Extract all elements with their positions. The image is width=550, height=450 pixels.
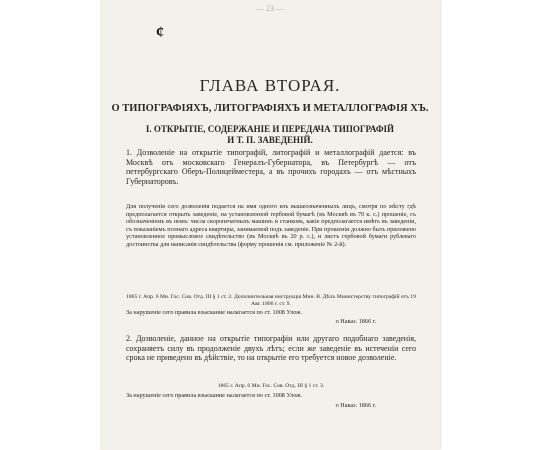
penalty-2: За нарушеніе сего правила взыскание налагается по ст. 1008 Улож. xyxy=(126,392,302,399)
penalty-2-reference: о Наказ. 1866 г. xyxy=(335,402,376,409)
chapter-title: ГЛАВА ВТОРАЯ. xyxy=(199,76,341,95)
paragraph-1: 1. Дозволеніе на открытіе типографій, литографій и металлографій дается: въ Москвѣ отъ московскаго Генералъ-Губернатора, въ Петербургѣ — отъ петербургскаго Оберъ-Полицейместера, а въ прочихъ городахъ — отъ мѣстныхъ Губернаторовъ. xyxy=(126,148,416,186)
note-1: Для полученія сего дозволенія подается на имя одного изъ вышеозначенныхъ лицъ, смотря по мѣсту гдѣ предполагается открыть заведеніе, на установленной гербовой бумагѣ (въ Москвѣ въ 70 к. с.) прошеніе, съ обозначеніемъ въ немъ: числа скоропечатныхъ машинъ и станковъ, какіе предполагается имѣть въ заведеніи, съ показаніемъ полнаго адреса квартиры, занимаемой подъ заведеніе. При прошеніи должно быть приложено установленное промысловое свидѣтельство (въ Москвѣ въ 20 р. с.), и листъ гербовой бумаги рублеваго достоинства для написанія свидѣтельства (форму прошенія см. приложеніе № 2-й). xyxy=(126,203,416,248)
penalty-1-reference: о Наказ. 1866 г. xyxy=(335,318,376,325)
penalty-1: За нарушеніе сего правила взыскание налагается по ст. 1008 Улож. xyxy=(126,309,302,316)
reference-2: 1865 г. Апр. 6 Мн. Гос. Сов. Отд. III § 1 ст. 3. xyxy=(217,383,325,389)
page-number: — 23 — xyxy=(256,4,284,13)
section-heading-line-2: И Т. П. ЗАВЕДЕНІЙ. xyxy=(227,135,313,145)
book-page xyxy=(100,0,440,450)
section-heading xyxy=(100,124,440,146)
margin-mark: ¢ xyxy=(156,24,164,41)
section-heading-line-1: I. ОТКРЫТІЕ, СОДЕРЖАНІЕ И ПЕРЕДАЧА ТИПОГРАФІЙ xyxy=(145,124,395,134)
paragraph-2: 2. Дозволеніе, данное на открытіе типографіи или другаго подобнаго заведенія, сохраняетъ силу въ продолженіе двухъ лѣтъ; если же заведеніе въ истеченіи сего срока не приведено въ дѣйствіе, то на открытіе его требуется новое дозволеніе. xyxy=(126,334,416,363)
reference-1: 1865 г. Апр. 6 Мн. Гос. Сов. Отд. III § 1 ст. 2. Дополнительная инструкція Мин. В. Дѣлъ Министерству типографій отъ 19 Авг. 1866 г. ст. 9. xyxy=(126,294,416,307)
chapter-subtitle: О ТИПОГРАФІЯХЪ, ЛИТОГРАФІЯХЪ И МЕТАЛЛОГРАФІЯ ХЪ. xyxy=(111,103,429,114)
